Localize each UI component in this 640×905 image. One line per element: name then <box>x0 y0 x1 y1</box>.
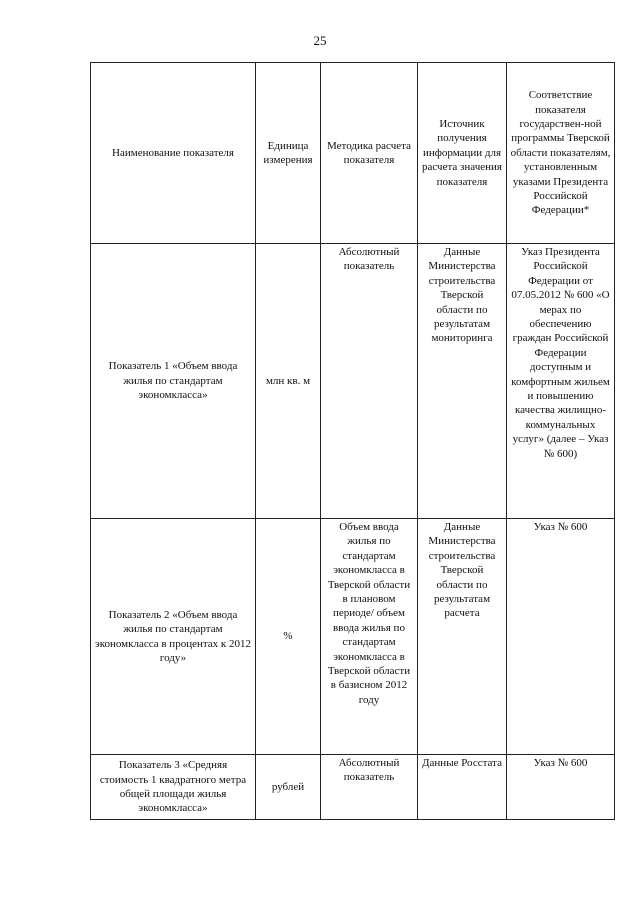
header-unit: Единица измерения <box>256 63 321 244</box>
header-source: Источник получения информации для расчета значения показателя <box>418 63 507 244</box>
cell-unit: млн кв. м <box>256 244 321 519</box>
table-header-row <box>91 63 615 244</box>
cell-source: Данные Министерства строительства Тверской области по результатам мониторинга <box>418 244 507 519</box>
cell-compliance: Указ № 600 <box>507 519 615 755</box>
cell-indicator-name: Показатель 3 «Средняя стоимость 1 квадратного метра общей площади жилья экономкласса» <box>91 755 256 820</box>
cell-method: Абсолютный показатель <box>321 244 418 519</box>
table-row <box>91 244 615 519</box>
table-row <box>91 519 615 755</box>
cell-unit: % <box>256 519 321 755</box>
cell-method: Абсолютный показатель <box>321 755 418 820</box>
header-method: Методика расчета показателя <box>321 63 418 244</box>
header-indicator-name: Наименование показателя <box>91 63 256 244</box>
cell-source: Данные Министерства строительства Тверской области по результатам расчета <box>418 519 507 755</box>
cell-compliance: Указ № 600 <box>507 755 615 820</box>
cell-indicator-name: Показатель 1 «Объем ввода жилья по стандартам экономкласса» <box>91 244 256 519</box>
page-number: 25 <box>313 33 327 48</box>
table-row <box>91 755 615 820</box>
header-compliance: Соответствие показателя государствен-ной программы Тверской области показателям, установленным указами Президента Российской Федерации* <box>507 63 615 244</box>
cell-method: Объем ввода жилья по стандартам экономкласса в Тверской области в плановом периоде/ объем ввода жилья по стандартам экономкласса в Тверской области в базисном 2012 году <box>321 519 418 755</box>
cell-unit: рублей <box>256 755 321 820</box>
cell-compliance: Указ Президента Российской Федерации от 07.05.2012 № 600 «О мерах по обеспечению граждан Российской Федерации доступным и комфортным жильем и повышению качества жилищно-коммунальных услуг» (далее – Указ № 600) <box>507 244 615 519</box>
cell-source: Данные Росстата <box>418 755 507 820</box>
cell-indicator-name: Показатель 2 «Объем ввода жилья по стандартам экономкласса в процентах к 2012 году» <box>91 519 256 755</box>
indicators-table <box>90 62 615 820</box>
